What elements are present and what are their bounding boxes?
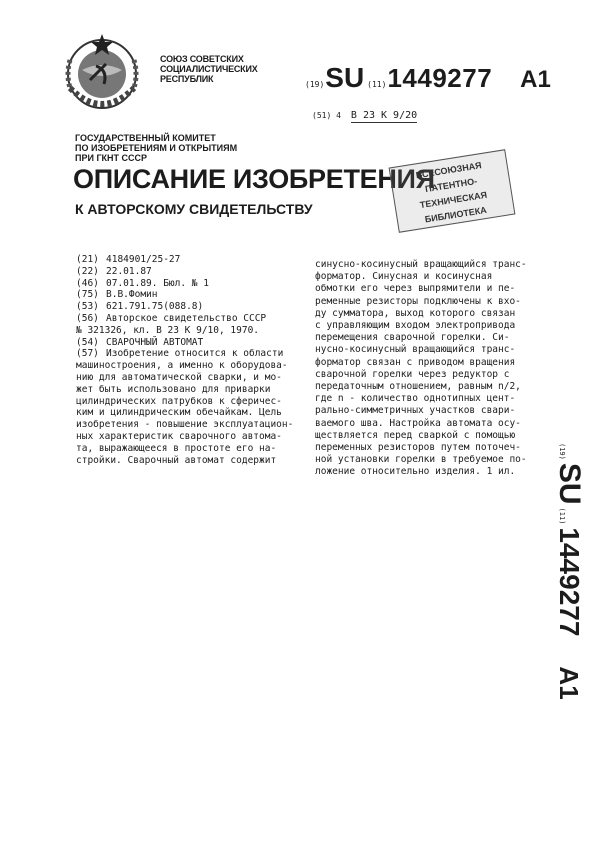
biblio-text: 07.01.89. Бюл. № 1 — [106, 277, 209, 289]
biblio-code: (75) — [76, 289, 99, 301]
biblio-text: 621.791.75(088.8) — [106, 301, 204, 313]
abstract-line: та, выражающееся в простоте его на- — [76, 442, 277, 454]
biblio-row — [76, 325, 306, 337]
country-code: SU — [325, 62, 365, 93]
state-name-line: СОЮЗ СОВЕТСКИХ — [160, 54, 244, 64]
sidebar-doc-tag: (19) — [558, 443, 566, 460]
biblio-code: (56) — [76, 312, 99, 324]
abstract-row — [76, 455, 306, 467]
biblio-row — [76, 254, 306, 266]
abstract-line: Изобретение относится к области — [106, 348, 284, 360]
biblio-text: СВАРОЧНЫЙ АВТОМАТ — [106, 336, 204, 348]
stamp-line: ВСЕСОЮЗНАЯ — [415, 160, 483, 181]
abstract-code: (57) — [76, 348, 99, 360]
abstract-line: нусно-косинусный вращающийся транс- — [315, 344, 516, 356]
state-name-line: РЕСПУБЛИК — [160, 74, 214, 84]
vertical-number-text — [552, 440, 586, 700]
biblio-row — [76, 266, 306, 278]
ipc-classification — [312, 110, 417, 123]
abstract-line: ременные резисторы подключены к вхо- — [315, 295, 521, 307]
sidebar-doc-kind: A1 — [554, 666, 584, 700]
abstract-line: машиностроения, а именно к оборудова- — [76, 360, 288, 372]
abstract-row — [76, 396, 306, 408]
biblio-code: (21) — [76, 254, 99, 265]
abstract-line: передаточным отношением, равным n/2, — [315, 381, 521, 393]
state-name-line: СОЦИАЛИСТИЧЕСКИХ — [160, 64, 258, 74]
abstract-line: жет быть использовано для приварки — [76, 383, 271, 395]
abstract-line: синусно-косинусный вращающийся транс- — [315, 259, 527, 270]
abstract-line: ной установки горелки в требуемое по- — [315, 454, 527, 466]
abstract-row — [76, 372, 306, 384]
abstract-line: ложение относительно изделия. 1 ил. — [315, 466, 516, 478]
ipc-value: В 23 К 9/20 — [350, 110, 418, 121]
abstract-line: форматор. Синусная и косинусная — [315, 271, 493, 283]
abstract-line: форматор связан с приводом вращения — [315, 356, 516, 368]
biblio-text: № 321326, кл. В 23 К 9/10, 1970. — [76, 324, 260, 336]
abstract-line: ществляется перед сваркой с помощью — [315, 429, 516, 441]
abstract-row — [76, 384, 306, 396]
abstract-line: ных характеристик сварочного автома- — [76, 430, 282, 442]
committee-line: ГОСУДАРСТВЕННЫЙ КОМИТЕТ — [75, 133, 216, 143]
abstract-line: ваемого шва. Настройка автомата осу- — [315, 417, 521, 429]
abstract-line: ду сумматора, выход которого связан — [315, 307, 516, 319]
abstract-column-2 — [315, 259, 547, 479]
document-subtitle: К АВТОРСКОМУ СВИДЕТЕЛЬСТВУ — [75, 201, 313, 217]
biblio-text: 22.01.87 — [106, 265, 152, 277]
committee-line: ПО ИЗОБРЕТЕНИЯМ И ОТКРЫТИЯМ — [75, 143, 238, 153]
biblio-row — [76, 313, 306, 325]
biblio-code: (53) — [76, 301, 99, 313]
abstract-line: сварочной горелки через редуктор с — [315, 368, 510, 380]
document-title: ОПИСАНИЕ ИЗОБРЕТЕНИЯ — [73, 164, 435, 194]
abstract-line: обмотки его через выпрямители и пе- — [315, 283, 516, 295]
abstract-line: ким и цилиндрическим обечайкам. Цель — [76, 407, 282, 419]
sidebar-doc-number: 1449277 — [554, 527, 585, 637]
abstract-line: изобретения - повышение эксплуатацион- — [76, 419, 294, 431]
biblio-code: (46) — [76, 277, 99, 289]
abstract-line: стройки. Сварочный автомат содержит — [76, 454, 277, 466]
abstract-row — [76, 431, 306, 443]
biblio-text: Авторское свидетельство СССР — [106, 312, 267, 324]
biblio-text: В.В.Фомин — [106, 289, 158, 301]
abstract-row — [76, 407, 306, 419]
num-tag: (11) — [367, 80, 387, 89]
library-stamp — [389, 149, 516, 233]
abstract-line: рально-симметричных участков свари- — [315, 405, 516, 417]
state-name — [160, 54, 258, 84]
abstract-line: переменных резисторов путем поточеч- — [315, 442, 521, 454]
stamp-line: БИБЛИОТЕКА — [424, 204, 488, 225]
abstract-row — [76, 360, 306, 372]
biblio-code: (54) — [76, 336, 99, 348]
abstract-line: нию для автоматической сварки, и мо- — [76, 371, 282, 383]
ussr-emblem-icon — [60, 30, 144, 114]
sidebar-num-tag: (11) — [558, 507, 566, 525]
committee-name — [75, 133, 237, 163]
abstract-row — [76, 419, 306, 431]
abstract-line: с управляющим входом электропривода — [315, 320, 516, 332]
sidebar-country-code: SU — [553, 462, 586, 505]
abstract-row — [76, 348, 306, 360]
committee-line: ПРИ ГКНТ СССР — [75, 153, 148, 163]
stamp-line: ПАТЕНТНО-ТЕХНИЧЕСКАЯ — [419, 176, 488, 211]
ipc-tag: (51) 4 — [312, 111, 341, 120]
vertical-document-number — [548, 440, 588, 700]
doc-number: 1449277 — [387, 63, 493, 93]
biblio-text: 4184901/25-27 — [106, 254, 181, 265]
abstract-line: цилиндрических патрубков к сферичес- — [76, 395, 282, 407]
biblio-code: (22) — [76, 265, 99, 277]
biblio-row — [76, 278, 306, 290]
doc-tag: (19) — [305, 80, 325, 89]
bibliographic-data — [76, 254, 306, 466]
abstract-line: где n - количество однотипных цент- — [315, 393, 516, 405]
document-number-block — [305, 62, 551, 94]
abstract-row — [76, 443, 306, 455]
biblio-row — [76, 289, 306, 301]
doc-kind: A1 — [520, 66, 551, 93]
biblio-row — [76, 301, 306, 313]
biblio-row — [76, 337, 306, 349]
abstract-line: перемещения сварочной горелки. Си- — [315, 332, 510, 344]
